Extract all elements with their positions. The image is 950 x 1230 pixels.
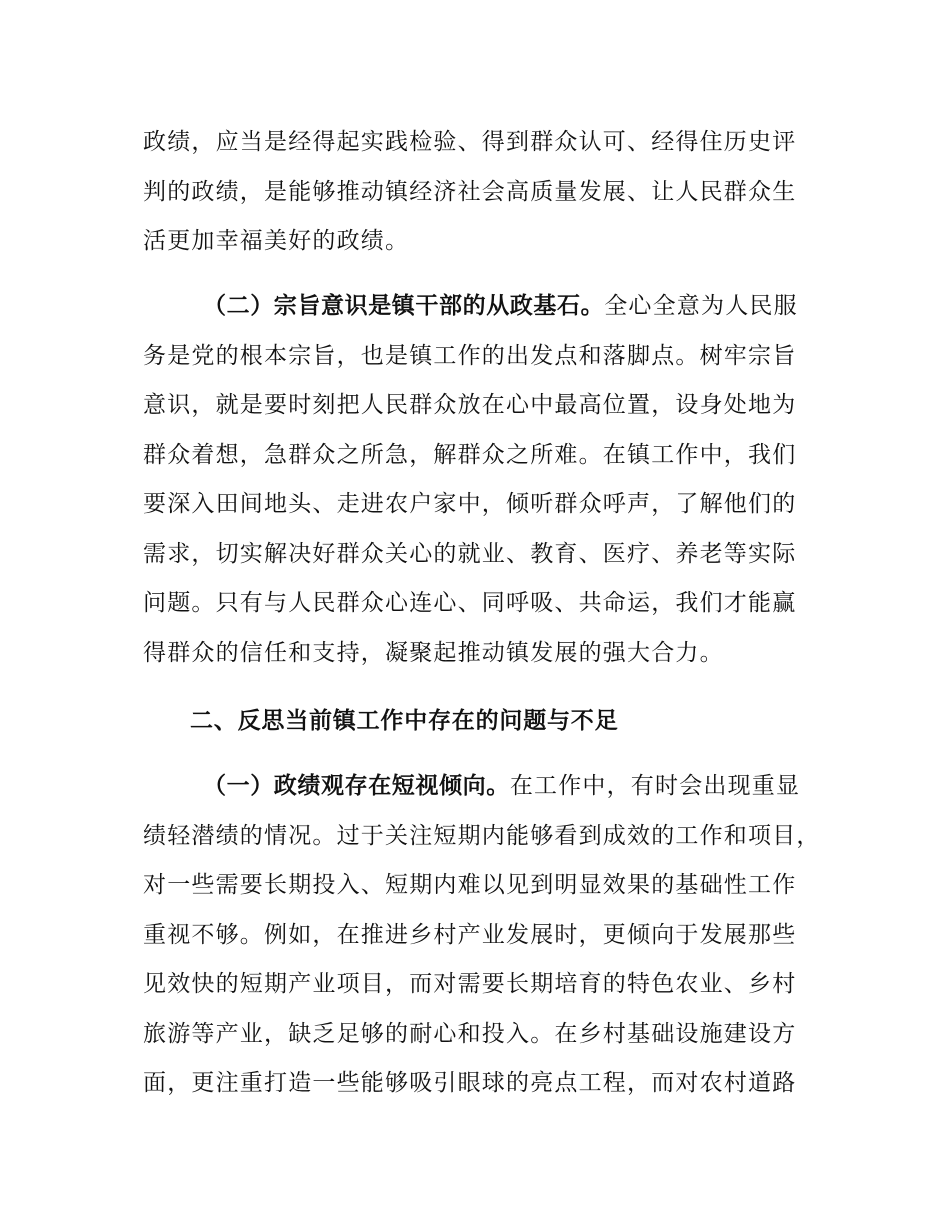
paragraph-line: 要深入田间地头、走进农户家中，倾听群众呼声，了解他们的 xyxy=(143,491,797,517)
paragraph-line: 重视不够。例如，在推进乡村产业发展时，更倾向于发展那些 xyxy=(143,921,797,948)
paragraph-line: 务是党的根本宗旨，也是镇工作的出发点和落脚点。树牢宗旨 xyxy=(143,342,797,369)
paragraph-line: 对一些需要长期投入、短期内难以见到明显效果的基础性工作 xyxy=(143,872,797,898)
paragraph-line: 问题。只有与人民群众心连心、同呼吸、共命运，我们才能赢 xyxy=(143,590,797,616)
paragraph-line: 群众着想，急群众之所急，解群众之所难。在镇工作中，我们 xyxy=(143,441,797,468)
paragraph-first-line-text: 在工作中，有时会出现重显 xyxy=(509,773,801,799)
paragraph-bold-lead: （一）政绩观存在短视倾向。 xyxy=(203,773,510,799)
paragraph-first-line xyxy=(143,282,833,332)
paragraph-line: 需求，切实解决好群众关心的就业、教育、医疗、养老等实际 xyxy=(143,540,797,567)
paragraph-bold-lead: （二）宗旨意识是镇干部的从政基石。 xyxy=(203,293,605,319)
paragraph-first-line xyxy=(143,762,833,812)
paragraph-line: 得群众的信任和支持，凝聚起推动镇发展的强大合力。 xyxy=(143,639,724,666)
paragraph-line: 见效快的短期产业项目，而对需要长期培育的特色农业、乡村 xyxy=(143,971,797,997)
paragraph-line: 绩轻潜绩的情况。过于关注短期内能够看到成效的工作和项目， xyxy=(143,822,821,849)
paragraph-2 xyxy=(143,282,833,678)
section-heading: 二、反思当前镇工作中存在的问题与不足 xyxy=(190,708,619,734)
paragraph-line: 意识，就是要时刻把人民群众放在心中最高位置，设身处地为 xyxy=(143,392,797,418)
paragraph-1 xyxy=(143,118,833,267)
paragraph-3 xyxy=(143,762,833,1109)
paragraph-line: 面，更注重打造一些能够吸引眼球的亮点工程，而对农村道路 xyxy=(143,1070,797,1096)
paragraph-line: 活更加幸福美好的政绩。 xyxy=(143,228,410,254)
paragraph-line: 政绩，应当是经得起实践检验、得到群众认可、经得住历史评 xyxy=(143,129,797,155)
paragraph-line: 判的政绩，是能够推动镇经济社会高质量发展、让人民群众生 xyxy=(143,178,797,205)
paragraph-line: 旅游等产业，缺乏足够的耐心和投入。在乡村基础设施建设方 xyxy=(143,1020,797,1047)
paragraph-first-line-text: 全心全意为人民服 xyxy=(604,293,798,319)
